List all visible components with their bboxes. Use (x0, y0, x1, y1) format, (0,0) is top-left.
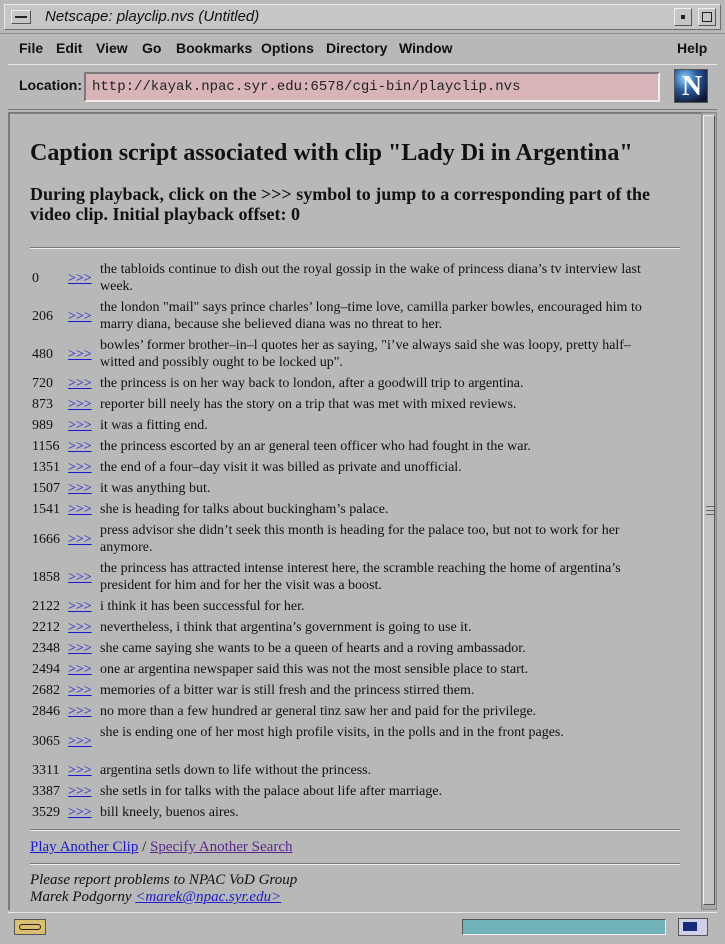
menu-window[interactable]: Window (399, 40, 453, 56)
caption-text: press advisor she didn’t seek this month is heading for the palace too, but not to work for her anymore. (100, 523, 620, 555)
jump-link[interactable]: >>> (68, 805, 92, 820)
divider-footer (30, 863, 680, 865)
jump-link[interactable]: >>> (68, 570, 92, 585)
window-title: Netscape: playclip.nvs (Untitled) (45, 8, 260, 25)
caption-row (30, 337, 690, 375)
jump-link[interactable]: >>> (68, 620, 92, 635)
caption-row (30, 640, 690, 661)
play-another-clip-link[interactable]: Play Another Clip (30, 839, 139, 855)
jump-link[interactable]: >>> (68, 641, 92, 656)
caption-text: it was a fitting end. (100, 418, 208, 433)
security-key-icon[interactable] (14, 919, 46, 935)
mail-icon[interactable] (678, 918, 708, 936)
jump-link[interactable]: >>> (68, 532, 92, 547)
caption-offset: 989 (32, 418, 53, 433)
caption-offset: 3065 (32, 734, 60, 749)
caption-row (30, 804, 690, 825)
caption-offset: 1858 (32, 570, 60, 585)
caption-offset: 2846 (32, 704, 60, 719)
footer-author-name: Marek Podgorny (30, 889, 132, 905)
jump-link[interactable]: >>> (68, 784, 92, 799)
caption-offset: 720 (32, 376, 53, 391)
caption-text: the princess escorted by an ar general teen officer who had fought in the war. (100, 439, 531, 454)
jump-link[interactable]: >>> (68, 502, 92, 517)
caption-text: the tabloids continue to dish out the royal gossip in the wake of princess diana’s tv interview last week. (100, 262, 641, 294)
menu-options[interactable]: Options (261, 40, 314, 56)
scrollbar-thumb[interactable] (703, 115, 715, 905)
jump-link[interactable]: >>> (68, 662, 92, 677)
caption-row (30, 598, 690, 619)
footer-author-line (30, 889, 297, 906)
location-url-field[interactable]: http://kayak.npac.syr.edu:6578/cgi-bin/playclip.nvs (84, 72, 660, 102)
caption-text: memories of a bitter war is still fresh and the princess stirred them. (100, 683, 475, 698)
caption-row (30, 560, 690, 598)
menu-bar (8, 34, 717, 64)
caption-offset: 3311 (32, 763, 60, 778)
caption-text: she is heading for talks about buckingham’s palace. (100, 502, 389, 517)
netscape-logo-icon[interactable] (674, 69, 708, 103)
divider-links (30, 829, 680, 831)
caption-offset: 2682 (32, 683, 60, 698)
caption-offset: 873 (32, 397, 53, 412)
jump-link[interactable]: >>> (68, 376, 92, 391)
jump-link[interactable]: >>> (68, 439, 92, 454)
jump-link[interactable]: >>> (68, 481, 92, 496)
caption-row (30, 619, 690, 640)
caption-text: she setls in for talks with the palace about life after marriage. (100, 784, 443, 799)
page-title: Caption script associated with clip "Lady Di in Argentina" (30, 140, 633, 166)
netscape-logo-letter: N (681, 71, 703, 102)
caption-text: i think it has been successful for her. (100, 599, 305, 614)
caption-offset: 0 (32, 271, 39, 286)
vertical-scrollbar[interactable] (701, 112, 717, 910)
menu-bookmarks[interactable]: Bookmarks (176, 40, 253, 56)
maximize-icon[interactable] (698, 8, 716, 26)
caption-offset: 1666 (32, 532, 60, 547)
caption-row (30, 783, 690, 804)
caption-text: nevertheless, i think that argentina’s government is going to use it. (100, 620, 472, 635)
caption-offset: 3529 (32, 805, 60, 820)
menu-view[interactable]: View (96, 40, 128, 56)
window-titlebar[interactable] (0, 0, 725, 34)
scrollbar-grip-line (706, 510, 714, 511)
jump-link[interactable]: >>> (68, 418, 92, 433)
location-label: Location: (19, 77, 82, 93)
jump-link[interactable]: >>> (68, 734, 92, 749)
jump-link[interactable]: >>> (68, 599, 92, 614)
caption-text: the princess is on her way back to london, after a goodwill trip to argentina. (100, 376, 524, 391)
jump-link[interactable]: >>> (68, 347, 92, 362)
divider-top (30, 247, 680, 249)
caption-row (30, 261, 690, 299)
caption-row (30, 375, 690, 396)
caption-offset: 3387 (32, 784, 60, 799)
caption-text: the princess has attracted intense interest here, the scramble reaching the home of argentina’s president for him and for her the visit was a boost. (100, 561, 621, 593)
menu-directory[interactable]: Directory (326, 40, 388, 56)
menu-edit[interactable]: Edit (56, 40, 83, 56)
caption-offset: 480 (32, 347, 53, 362)
caption-row (30, 438, 690, 459)
caption-row (30, 682, 690, 703)
caption-row (30, 522, 690, 560)
caption-offset: 1351 (32, 460, 60, 475)
page-footer (30, 872, 297, 906)
progress-bar (462, 919, 666, 935)
caption-offset: 2348 (32, 641, 60, 656)
footer-email-link[interactable]: <marek@npac.syr.edu> (135, 889, 282, 905)
caption-row (30, 501, 690, 522)
caption-text: bowles’ former brother–in–l quotes her as saying, "i’ve always said she was loopy, pretty half–witted and possibly ought to be locked up". (100, 338, 631, 370)
caption-row (30, 417, 690, 438)
caption-text: argentina setls down to life without the princess. (100, 763, 372, 778)
caption-offset: 2122 (32, 599, 60, 614)
caption-row (30, 299, 690, 337)
caption-offset: 1156 (32, 439, 60, 454)
scrollbar-grip-line (706, 506, 714, 507)
caption-offset: 206 (32, 309, 53, 324)
menu-help[interactable]: Help (677, 40, 708, 56)
caption-text: bill kneely, buenos aires. (100, 805, 239, 820)
caption-text: no more than a few hundred ar general tinz saw her and paid for the privilege. (100, 704, 537, 719)
caption-text: she came saying she wants to be a queen of hearts and a roving ambassador. (100, 641, 526, 656)
caption-offset: 1507 (32, 481, 60, 496)
link-separator: / (138, 839, 151, 855)
jump-link[interactable]: >>> (68, 271, 92, 286)
caption-row (30, 459, 690, 480)
caption-text: one ar argentina newspaper said this was not the most sensible place to start. (100, 662, 529, 677)
caption-text: it was anything but. (100, 481, 211, 496)
caption-row (30, 396, 690, 417)
jump-link[interactable]: >>> (68, 683, 92, 698)
jump-link[interactable]: >>> (68, 309, 92, 324)
caption-text: the end of a four–day visit it was billed as private and unofficial. (100, 460, 462, 475)
scrollbar-grip-line (706, 514, 714, 515)
specify-another-search-link[interactable]: Specify Another Search (150, 839, 293, 855)
instructions-text: During playback, click on the >>> symbol to jump to a corresponding part of the video clip. Initial playback offset: 0 (30, 184, 650, 224)
caption-row (30, 480, 690, 501)
menu-go[interactable]: Go (142, 40, 162, 56)
caption-row (30, 762, 690, 783)
caption-offset: 2212 (32, 620, 60, 635)
jump-link[interactable]: >>> (68, 397, 92, 412)
caption-text: the london "mail" says prince charles’ long–time love, camilla parker bowles, encouraged him to marry diana, because she believed diana was no threat to her. (100, 300, 642, 332)
location-bar (8, 64, 717, 110)
footer-report-text: Please report problems to NPAC VoD Group (30, 872, 298, 888)
menu-file[interactable]: File (19, 40, 44, 56)
minimize-icon[interactable] (674, 8, 692, 26)
caption-offset: 2494 (32, 662, 60, 677)
window-menu-icon[interactable] (11, 10, 31, 24)
caption-row (30, 724, 690, 762)
status-bar (8, 912, 717, 940)
caption-text: she is ending one of her most high profile visits, in the polls and in the front pages. (100, 725, 564, 740)
navigation-links (30, 839, 292, 856)
caption-row (30, 703, 690, 724)
jump-link[interactable]: >>> (68, 704, 92, 719)
caption-offset: 1541 (32, 502, 60, 517)
window-titlebar-inner (4, 4, 721, 30)
caption-text: reporter bill neely has the story on a trip that was met with mixed reviews. (100, 397, 517, 412)
page-content (8, 112, 701, 910)
jump-link[interactable]: >>> (68, 460, 92, 475)
caption-row (30, 661, 690, 682)
jump-link[interactable]: >>> (68, 763, 92, 778)
